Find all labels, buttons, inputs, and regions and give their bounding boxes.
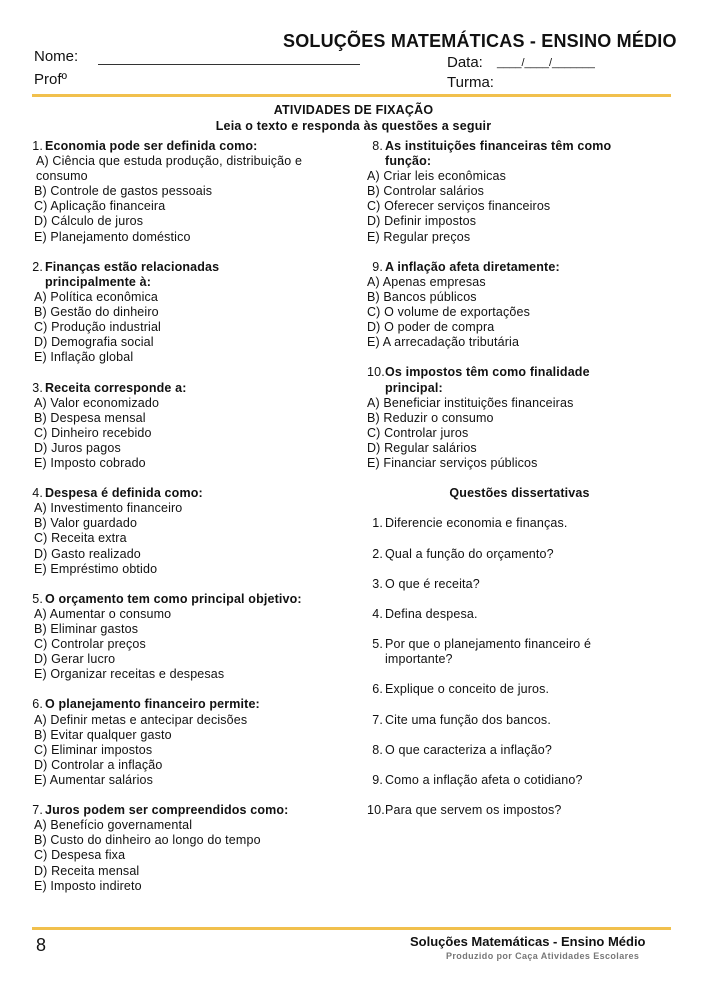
question-number: 3. [372,576,383,591]
answer-option[interactable]: C) Controlar preços [34,637,146,652]
answer-option[interactable]: A) Valor economizado [34,395,160,410]
question-block [34,486,354,577]
answer-option[interactable]: B) Gestão do dinheiro [34,305,159,320]
question-text: Juros podem ser compreendidos como: [45,803,289,818]
answer-option[interactable]: C) Dinheiro recebido [34,425,152,440]
question-block [367,139,657,245]
question-number: 3. [32,380,43,395]
question-number: 8. [372,139,383,153]
question-text: Diferencie economia e finanças. [385,516,568,531]
question-block [367,365,657,471]
question-block [34,381,354,472]
question-text: Como a inflação afeta o cotidiano? [385,772,583,787]
question-number: 4. [32,486,43,501]
answer-option[interactable]: B) Valor guardado [34,516,138,531]
nome-label: Nome: [34,48,79,65]
question-text: O planejamento financeiro permite: [45,697,260,712]
essay-question [367,682,657,697]
question-number: 7. [372,712,383,727]
nome-field-line[interactable] [98,64,360,65]
dissertativas-title: Questões dissertativas [449,486,590,501]
answer-option[interactable]: E) Imposto indireto [34,878,142,893]
question-text: As instituições financeiras têm como função: [385,139,612,169]
question-number: 9. [372,772,383,787]
answer-option[interactable]: C) O volume de exportações [367,305,531,320]
answer-option[interactable]: D) Cálculo de juros [34,214,144,229]
answer-option[interactable]: D) Gerar lucro [34,652,116,667]
worksheet-title: SOLUÇÕES MATEMÁTICAS - ENSINO MÉDIO [283,31,677,51]
answer-option[interactable]: A) Política econômica [34,289,159,304]
answer-option[interactable]: C) Aplicação financeira [34,199,166,214]
answer-option[interactable]: E) Inflação global [34,350,134,365]
answer-option[interactable]: B) Despesa mensal [34,410,146,425]
question-text: Despesa é definida como: [45,486,203,501]
question-number: 10. [367,365,385,380]
page-number: 8 [36,935,47,955]
essay-question [367,637,657,667]
answer-option[interactable]: A) Criar leis econômicas [367,169,507,184]
answer-option[interactable]: B) Bancos públicos [367,289,477,304]
answer-option[interactable]: D) Demografia social [34,335,154,350]
section-subtitle: Leia o texto e responda às questões a seguir [215,119,492,133]
answer-option[interactable]: A) Aumentar o consumo [34,606,172,621]
question-number: 10. [367,803,385,818]
question-block [34,592,354,683]
answer-option[interactable]: A) Investimento financeiro [34,501,183,516]
answer-option[interactable]: A) Definir metas e antecipar decisões [34,712,248,727]
essay-question [367,713,657,728]
answer-option[interactable]: B) Evitar qualquer gasto [34,727,172,742]
question-number: 5. [32,591,43,606]
answer-option[interactable]: D) Receita mensal [34,863,140,878]
answer-option[interactable]: D) Juros pagos [34,440,121,455]
answer-option[interactable]: C) Produção industrial [34,320,161,335]
answer-option[interactable]: A) Benefício governamental [34,818,193,833]
question-number: 7. [32,803,43,818]
data-label: Data: [447,54,483,71]
question-number: 2. [372,546,383,561]
essay-question [367,803,657,818]
left-column [34,139,354,894]
answer-option[interactable]: B) Eliminar gastos [34,622,139,636]
answer-option[interactable]: A) Ciência que estuda produção, distribuição e consumo [36,154,303,184]
data-field-blank[interactable]: ____/____/_______ [497,57,595,69]
question-text: Qual a função do orçamento? [385,546,554,561]
question-number: 6. [32,697,43,712]
essay-question [367,773,657,788]
question-block [34,139,354,245]
question-text: Cite uma função dos bancos. [385,712,551,727]
question-number: 6. [372,682,383,697]
question-number: 2. [32,259,43,274]
essay-question [367,743,657,758]
header-divider [32,94,671,97]
answer-option[interactable]: D) Definir impostos [367,214,477,229]
question-text: Para que servem os impostos? [385,803,562,818]
answer-option[interactable]: B) Controle de gastos pessoais [34,184,213,199]
question-text: Os impostos têm como finalidade principal: [385,365,590,395]
answer-option[interactable]: C) Oferecer serviços financeiros [367,199,551,214]
answer-option[interactable]: B) Controlar salários [367,184,485,199]
question-text: O orçamento tem como principal objetivo: [45,591,302,606]
question-text: Receita corresponde a: [45,380,187,395]
answer-option[interactable]: E) Aumentar salários [34,772,154,787]
answer-option[interactable]: C) Controlar juros [367,425,469,440]
answer-option[interactable]: C) Receita extra [34,531,127,546]
question-number: 8. [372,742,383,757]
question-text: Defina despesa. [385,606,478,621]
answer-option[interactable]: D) O poder de compra [367,320,495,335]
question-number: 1. [372,516,383,531]
question-text: Finanças estão relacionadas principalmente à: [45,259,220,289]
answer-option[interactable]: B) Custo do dinheiro ao longo do tempo [34,833,261,848]
answer-option[interactable]: A) Beneficiar instituições financeiras [367,395,574,410]
question-block [34,803,354,894]
answer-option[interactable]: E) Financiar serviços públicos [367,455,538,470]
essay-question [367,607,657,622]
answer-option[interactable]: D) Regular salários [367,440,477,455]
answer-option[interactable]: E) Empréstimo obtido [34,561,158,576]
turma-label: Turma: [447,74,494,91]
answer-option[interactable]: D) Gasto realizado [34,546,141,561]
footer-credit: Produzido por Caça Atividades Escolares [446,951,640,961]
answer-option[interactable]: E) A arrecadação tributária [367,335,520,350]
answer-option[interactable]: E) Organizar receitas e despesas [34,667,225,682]
answer-option[interactable]: C) Despesa fixa [34,848,126,863]
question-text: O que caracteriza a inflação? [385,742,552,757]
question-block [34,697,354,788]
question-block [34,260,354,366]
answer-option[interactable]: B) Reduzir o consumo [367,410,494,425]
question-text: Por que o planejamento financeiro é importante? [385,637,592,667]
question-block [367,260,657,351]
question-text: O que é receita? [385,576,480,591]
right-column [367,139,657,818]
footer-divider [32,927,671,930]
answer-option[interactable]: A) Apenas empresas [367,274,486,289]
footer-title: Soluções Matemáticas - Ensino Médio [410,934,646,949]
essay-question [367,577,657,592]
essay-question [367,516,657,531]
essay-question [367,547,657,562]
question-number: 9. [372,259,383,274]
answer-option[interactable]: E) Planejamento doméstico [34,229,191,244]
section-title: ATIVIDADES DE FIXAÇÃO [273,103,434,117]
question-number: 5. [372,637,383,652]
question-number: 4. [372,606,383,621]
answer-option[interactable]: E) Regular preços [367,229,471,244]
question-text: Explique o conceito de juros. [385,682,550,697]
answer-option[interactable]: D) Controlar a inflação [34,757,163,772]
answer-option[interactable]: C) Eliminar impostos [34,742,153,757]
question-text: A inflação afeta diretamente: [385,259,560,274]
prof-label: Profº [34,71,67,88]
answer-option[interactable]: E) Imposto cobrado [34,455,146,470]
question-number: 1. [32,139,43,153]
question-text: Economia pode ser definida como: [45,139,258,153]
